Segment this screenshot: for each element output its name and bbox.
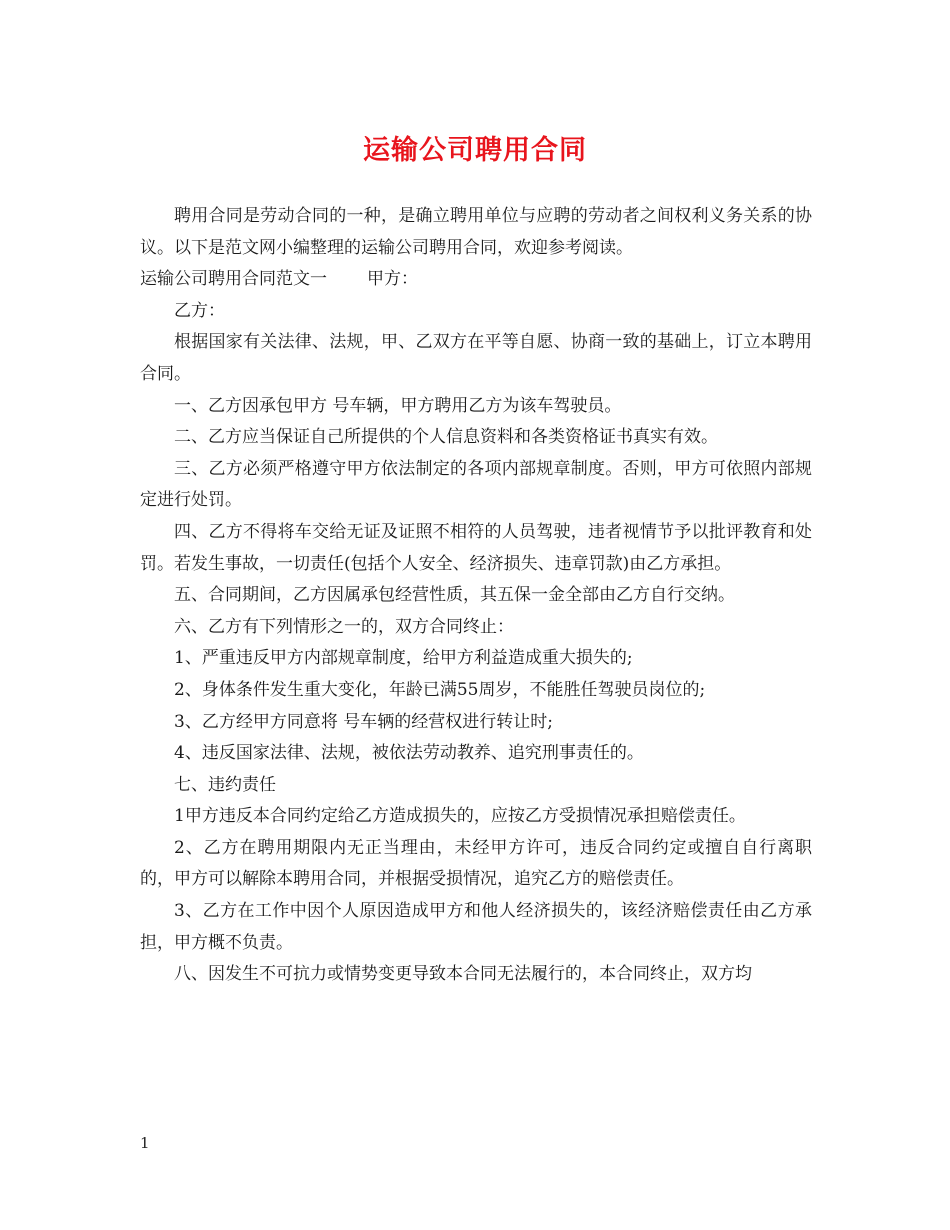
clause-item: 3、乙方经甲方同意将 号车辆的经营权进行转让时; <box>174 711 553 732</box>
clause-paragraph: 四、乙方不得将车交给无证及证照不相符的人员驾驶，违者视情节予以批评教育和处罚。若发生事故，一切责任(包括个人安全、经济损失、违章罚款)由乙方承担。 <box>140 521 812 574</box>
intro-paragraph: 聘用合同是劳动合同的一种，是确立聘用单位与应聘的劳动者之间权利义务关系的协议。以下是范文网小编整理的运输公司聘用合同，欢迎参考阅读。 <box>140 206 812 258</box>
clause-paragraph: 六、乙方有下列情形之一的，双方合同终止： <box>174 616 514 637</box>
document-body <box>140 201 812 991</box>
page-number: 1 <box>140 1134 150 1152</box>
sample-label: 运输公司聘用合同范文一 <box>140 269 327 290</box>
sample-heading-line <box>140 264 812 296</box>
clause-paragraph: 一、乙方因承包甲方 号车辆，甲方聘用乙方为该车驾驶员。 <box>174 395 622 416</box>
clause-paragraph: 根据国家有关法律、法规，甲、乙双方在平等自愿、协商一致的基础上，订立本聘用合同。 <box>140 332 812 384</box>
party-b-line: 乙方： <box>174 300 225 321</box>
clause-item: 2、身体条件发生重大变化，年龄已满55周岁，不能胜任驾驶员岗位的; <box>174 679 706 700</box>
clause-item: 1甲方违反本合同约定给乙方造成损失的，应按乙方受损情况承担赔偿责任。 <box>174 806 746 827</box>
party-a-label: 甲方： <box>367 269 418 290</box>
clause-heading: 七、违约责任 <box>174 774 276 795</box>
clause-item: 4、违反国家法律、法规，被依法劳动教养、追究刑事责任的。 <box>174 743 644 764</box>
clause-paragraph: 五、合同期间，乙方因属承包经营性质，其五保一金全部由乙方自行交纳。 <box>174 585 735 606</box>
clause-paragraph: 二、乙方应当保证自己所提供的个人信息资料和各类资格证书真实有效。 <box>174 427 718 448</box>
clause-item: 3、乙方在工作中因个人原因造成甲方和他人经济损失的，该经济赔偿责任由乙方承担，甲方概不负责。 <box>140 901 812 953</box>
clause-item: 2、乙方在聘用期限内无正当理由，未经甲方许可，违反合同约定或擅自自行离职的，甲方可以解除本聘用合同，并根据受损情况，追究乙方的赔偿责任。 <box>140 837 812 890</box>
clause-paragraph: 八、因发生不可抗力或情势变更导致本合同无法履行的，本合同终止，双方均 <box>174 964 752 985</box>
clause-item: 1、严重违反甲方内部规章制度，给甲方利益造成重大损失的; <box>174 648 633 669</box>
page-title: 运输公司聘用合同 <box>363 135 587 166</box>
clause-paragraph: 三、乙方必须严格遵守甲方依法制定的各项内部规章制度。否则，甲方可依照内部规定进行处罚。 <box>140 458 812 511</box>
